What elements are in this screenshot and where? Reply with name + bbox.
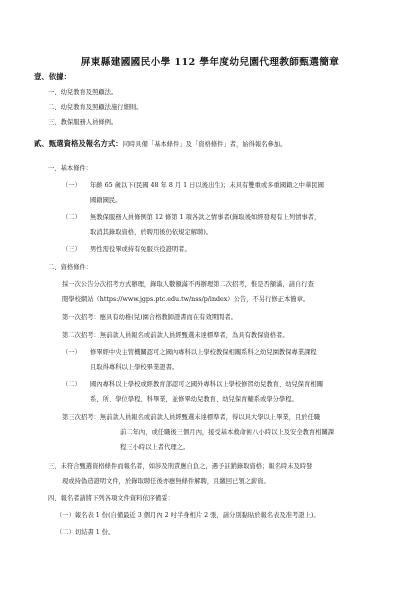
first-round-rule: 第一次招考：應具有幼稚(兒)園合格教師證書而在有效期間者。 [62, 314, 237, 321]
page-title: 屏東縣建國國民小學 112 學年度幼兒園代理教師甄選簡章 [80, 57, 340, 68]
basic-item-2-line-2: 取消其錄取資格，於聘用後仍依規定解聘)。 [90, 229, 213, 236]
item-3-line-2: 現或持偽造證明文件，於錄取聘任後亦應無條件解聘，且繳回已領之薪資。 [62, 478, 270, 485]
qualification-conditions-label: 二、資格條件： [48, 264, 93, 271]
item-3-line-1: 三、未符合甄選資格條件而報名者，如涉及刑責應自負之，遇予註銷錄取資格；報名時未及時發 [48, 463, 313, 470]
document-item-1: （一）報名表 1 份(自備最近 3 個月內 2 吋半身相片 2 張，請分別黏貼於報名表及准考證上)。 [56, 512, 320, 519]
second-round-item-2-line-2: 系、所、學位學程、科畢業，並修畢幼兒教育、幼兒保育輔系或學分學程。 [90, 396, 298, 403]
second-round-item-1-number: （一） [62, 349, 81, 356]
third-round-rule-line-3: 程三小時以上者代理之。 [120, 444, 190, 451]
item-4-line: 四、報名者請將下列各項文件資料依序備妥： [48, 495, 174, 502]
basic-conditions-label: 一、基本條件： [48, 165, 93, 172]
basis-item-2: 二、幼兒教育及照顧法施行細則。 [48, 104, 143, 111]
basic-item-1-number: （一） [62, 182, 81, 189]
second-round-item-1-line-1: 修畢經中央主管機關認可之國內專科以上學校教保相關系科之幼兒園教保專業課程 [90, 349, 317, 356]
basic-item-1-line-2: 國籍國民。 [90, 197, 122, 204]
second-round-item-2-line-1: 國內專科以上學校或經教育部認可之國外專科以上學校修習幼兒教育、幼兒保育相關 [90, 381, 323, 388]
second-round-item-2-number: （二） [62, 381, 81, 388]
second-round-rule: 第二次招考：無前款人員報名或前款人員經甄選未達標準者，為具有教保資格者。 [62, 332, 289, 339]
third-round-rule-line-1: 第三次招考：無前款人員報名或前款人員經甄選未達標準者，得以具大學以上畢業，且於任職 [62, 414, 321, 421]
third-round-rule-line-2: 前二年內，或任職後三個月內，接受基本救命術八小時以上及安全教育相關課 [120, 429, 335, 436]
basis-item-1: 一、幼兒教育及照顧法。 [48, 89, 118, 96]
basis-item-3: 三、教保服務人員條例。 [48, 119, 118, 126]
qualification-intro-line-1: 採一次公告分次招考方式辦理，錄取人數額滿不再辦理第二次招考，惟是否額滿，請自行查 [62, 281, 314, 288]
basic-item-2-number: （二） [62, 214, 81, 221]
qualification-intro-line-2: 閱學校網站（https://www.jgps.ptc.edu.tw/nss/p/index）公告，不另行修正本簡章。 [62, 296, 310, 303]
basic-item-3-line-1: 男性需役畢或持有免服兵役證明者。 [90, 246, 191, 253]
basic-item-1-line-1: 年齡 65 歲以下(民國 48 年 8 月 1 日以後出生)；未具有雙重或多重國籍之中華民國 [90, 182, 324, 189]
section-heading-basis: 壹、依據： [34, 72, 71, 81]
basic-item-3-number: （三） [62, 246, 81, 253]
qualifications-heading-tail: 同時具備「基本條件」及「資格條件」者，始得報名參加。 [122, 141, 287, 148]
section-qualifications-line [34, 140, 286, 149]
document-item-2: （二）切結書 1 份。 [56, 529, 115, 536]
section-heading-qualifications: 貳、甄選資格及報名方式： [34, 139, 123, 148]
second-round-item-1-line-2: 且取得專科以上學校畢業證書。 [90, 364, 179, 371]
basic-item-2-line-1: 無教保服務人員條例第 12 條第 1 項各款之情事者(錄取後如經發現有上列情事者， [90, 214, 321, 221]
